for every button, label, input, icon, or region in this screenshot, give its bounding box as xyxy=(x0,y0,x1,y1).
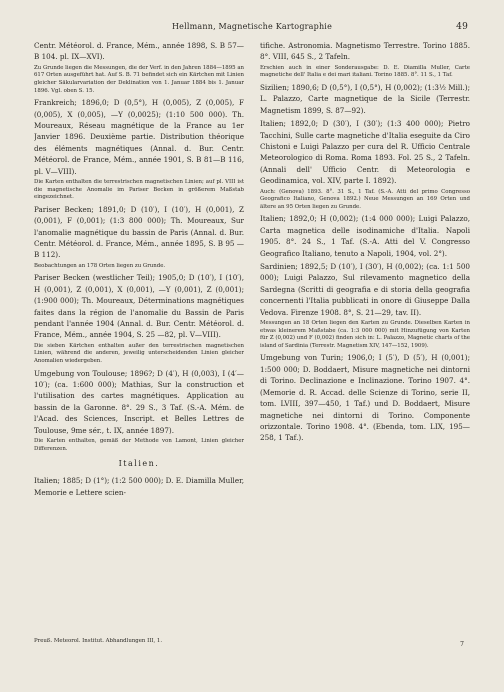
entry-note: Die Karten enthalten, gemäß der Methode von Lamont, Linien gleicher Differenzen. xyxy=(34,438,244,452)
entry-note: Die sieben Kärtchen enthalten außer den terrestrischen magnetischen Linien, während die anderen, jeweilig unterscheidenden Linien gleicher Anomalien wiedergeben. xyxy=(34,342,244,365)
running-head xyxy=(36,22,468,36)
entry-note: Zu Grunde liegen die Messungen, die der Verf. in den Jahren 1884—1895 an 617 Orten ausgeführt hat. Auf S. B. 71 befindet sich ein Kärtchen mit Linien gleicher Säkularvariation der Deklination von 1. Januar 1884 bis 1. Januar 1896. Vgl. oben S. 15. xyxy=(34,64,244,94)
bib-entry xyxy=(260,213,470,259)
entry-main: Italien; 1885; D (1°); (1:2 500 000); D. E. Diamilla Muller, Memorie e Lettere scien- xyxy=(34,476,244,497)
entry-note: Beobachtungen an 178 Orten liegen zu Grunde. xyxy=(34,262,166,269)
entry-main: Pariser Becken (westlicher Teil); 1905,0; D (10′), I (10′), H (0,001), Z (0,001), X (0,001), —Y (0,001), Z (0,001); (1:900 000); Th. Moureaux, Déterminations magnétiques faites dans la région de l'anomalie du Bassin de Paris pendant l'année 1904 (Annal. d. Bur. Centr. Météorol. d. France, Mém., année 1904, S. 25 —82, pl. V—VIII). xyxy=(34,273,244,340)
entry-main: Umgebung von Toulouse; 1896?; D (4′), H (0,003), I (4′—10′); (ca. 1:600 000); Mathias, Sur la construction et l'utilisation des cartes magnétiques. Application au bassin de la Garonne. 8°. 29 S., 3 Taf. (S.-A. Mém. de l'Acad. des Sciences, Inscript. et Belles Lettres de Toulouse, 9me sér., t. IX, année 1897). xyxy=(34,368,244,435)
entry-main: Italien; 1892,0; D (30′), I (30′); (1:3 400 000); Pietro Tacchini, Sulle carte magnetiche d'Italia eseguite da Ciro Chistoni e Luigi Palazzo per cura del R. Ufficio Centrale Meteorologico di Roma. Roma 1893. Fol. 25 S., 2 Tafeln. (Annali dell' Ufficio Centr. di Meteorologia e Geodinamica, vol. XIV, parte I. 1892). xyxy=(260,119,470,186)
entry-main: Pariser Becken; 1891,0; D (10′), I (10′), H (0,001), Z (0,001), F (0,001); (1:3 800 000); Th. Moureaux, Sur l'anomalie magnétique du bassin de Paris (Annal. d. Bur. Centr. Météorol. d. France, Mém., année 1895, S. B 95 — B 112). xyxy=(34,204,244,260)
entry-main: Sizilien; 1890,6; D (0,5°), I (0,5°), H (0,002); (1:3½ Mill.); L. Palazzo, Carte magnetique de la Sicile (Terrestr. Magnetism 1899, S. 87—92). xyxy=(260,83,470,115)
bib-entry xyxy=(34,272,244,365)
bib-entry xyxy=(260,352,470,443)
page-number: 49 xyxy=(456,22,468,32)
bib-entry xyxy=(260,82,470,116)
entry-note: Erschien auch in einer Sonderausgabe: D. E. Diamilla Muller, Carte magnetiche dell' Italia e dei mari italiani. Torino 1885. 8°. 11 S., 1 Taf. xyxy=(260,64,470,79)
entry-main: Italien; 1892,0; H (0,002); (1:4 000 000); Luigi Palazzo, Carta magnetica delle isodinamiche d'Italia. Napoli 1905. 8°. 24 S., 1 Taf. (S.-A. Atti del V. Congresso Geografico Italiano, tenuto a Napoli, 1904, vol. 2°). xyxy=(260,214,470,258)
bib-entry xyxy=(34,368,244,454)
bib-entry xyxy=(34,40,244,95)
bib-entry xyxy=(34,204,244,271)
two-column-body xyxy=(34,40,470,640)
entry-note: Messungen an 18 Orten liegen den Karten zu Grunde. Dieselben Karten in etwas kleinerem Maßstabe (ca. 1:3 000 000) mit Hinzufügung von Karten für Z (0,002) und F (0,002) finden sich in: L. Palazzo, Magnetic charts of the island of Sardinia (Terrestr. Magnetism XIV, 147—152, 1909). xyxy=(260,320,470,349)
right-column xyxy=(260,40,470,640)
entry-main: Frankreich; 1896,0; D (0,5°), H (0,005), Z (0,005), F (0,005), X (0,005), —Y (0,0025); (1:10 500 000). Th. Moureaux, Réseau magnétique de la France au 1er Janvier 1896. Deuxième partie. Distribution théorique des éléments magnétiques (Annal. d. Bur. Centr. Météorol. de France, Mém., année 1901, S. B 81—B 116, pl. V—VIII). xyxy=(34,98,244,176)
bib-entry xyxy=(34,97,244,202)
entry-main: tifiche. Astronomia. Magnetismo Terrestre. Torino 1885. 8°. VIII, 645 S., 2 Tafeln. xyxy=(260,41,470,62)
left-column xyxy=(34,40,244,640)
entry-note: Die Karten enthalten die terrestrischen magnetischen Linien; auf pl. VIII ist die magnetische Anomalie im Pariser Becken in größerem Maßstab eingezeichnet. xyxy=(34,179,244,201)
bib-entry xyxy=(260,118,470,211)
entry-main: Centr. Météorol. d. France, Mém., année 1898, S. B 57—B 104. pl. IX—XVI). xyxy=(34,41,244,62)
entry-main: Sardinien; 1892,5; D (10′), I (30′), H (0,002); (ca. 1:1 500 000); Luigi Palazzo, Sul rilevamento magnetico della Sardegna (Scritti di geografia e di storia della geografia concernenti l'Italia pubblicati in onore di Giuseppe Dalla Vedova. Firenze 1908. 8°, S. 21—29, tav. II). xyxy=(260,262,470,317)
entry-note: Auch: (Genova) 1893. 8°. 31 S., 1 Taf. (S.-A. Atti del primo Congresso Geografico Italiano, Genova 1892.) Neue Messungen an 169 Orten und ältere an 95 Orten liegen zu Grunde. xyxy=(260,188,470,210)
bib-entry xyxy=(260,40,470,80)
section-heading-italien: Italien. xyxy=(118,459,160,469)
entry-main: Umgebung von Turin; 1906,0; I (5′), D (5′), H (0,001); 1:500 000; D. Boddaert, Misure magnetiche nei dintorni di Torino. Declinazione e Inclinazione. Torino 1907. 4°. (Memorie d. R. Accad. delle Scienze di Torino, serie II, tom. LVIII, 397—450, 1 Taf.) und D. Boddaert, Misure magnetiche nei dintorni di Torino. Componente orizzontale. Torino 1908. 4°. (Ebenda, tom. LIX, 195—258, 1 Taf.). xyxy=(260,353,470,443)
signature-mark: 7 xyxy=(460,641,464,648)
running-head-text: Hellmann, Magnetische Kartographie xyxy=(171,22,332,31)
footer-publisher: Preuß. Meteorol. Institut. Abhandlungen III, 1. xyxy=(34,638,163,644)
bib-entry xyxy=(260,261,470,350)
